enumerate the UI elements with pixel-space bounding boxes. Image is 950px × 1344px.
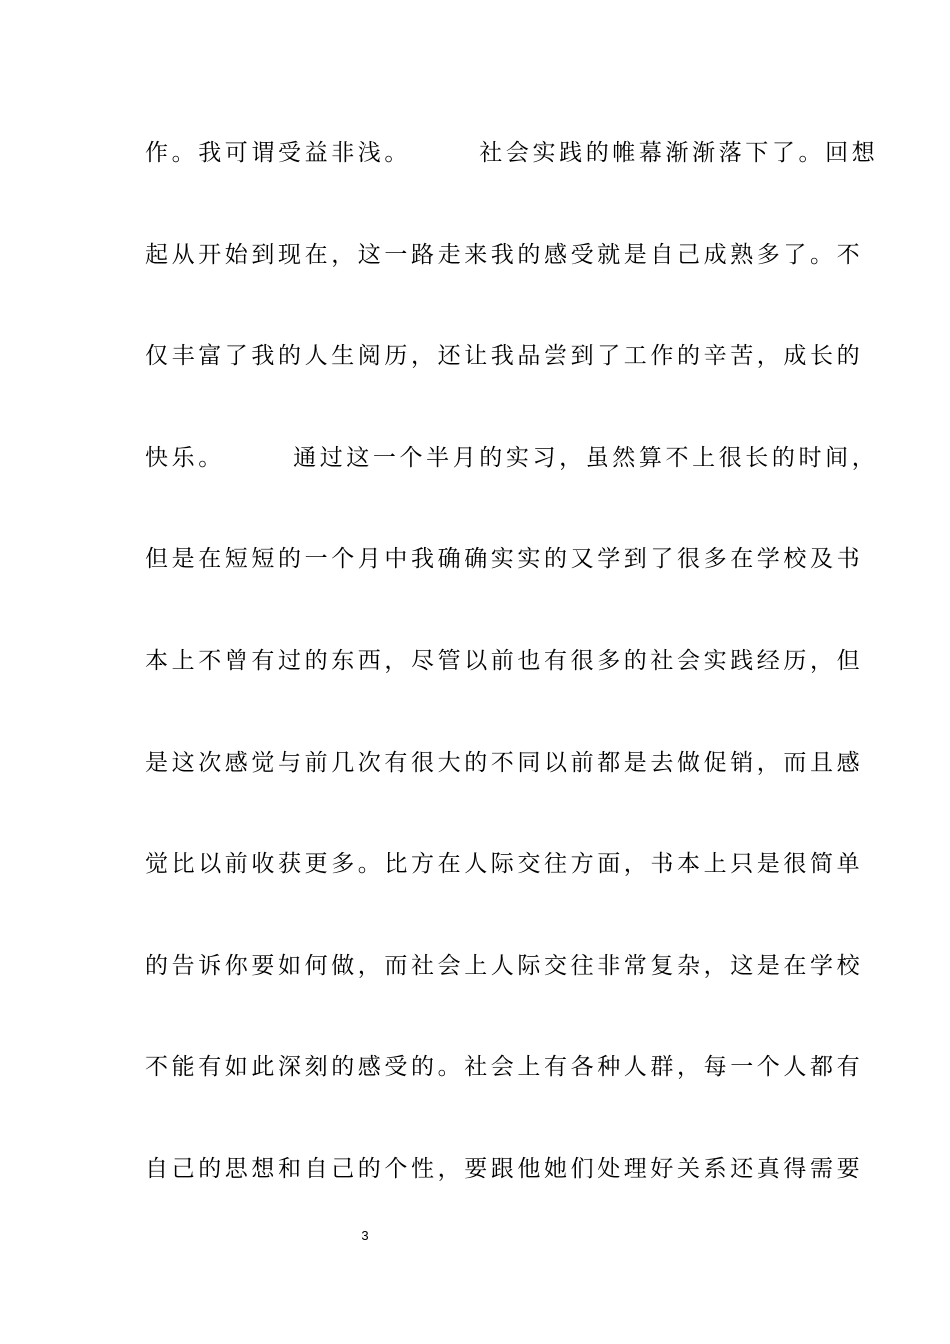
text-line: 是这次感觉与前几次有很大的不同以前都是去做促销，而且感 (145, 749, 864, 776)
text-line: 自己的思想和自己的个性，要跟他她们处理好关系还真得需要 (145, 1155, 864, 1182)
page-number: 3 (361, 1228, 369, 1243)
body-text (145, 126, 879, 1244)
text-line: 快乐。 通过这一个半月的实习，虽然算不上很长的时间， (145, 444, 879, 471)
text-line: 本上不曾有过的东西，尽管以前也有很多的社会实践经历，但 (145, 647, 864, 674)
text-line: 但是在短短的一个月中我确确实实的又学到了很多在学校及书 (145, 546, 864, 573)
text-line: 作。我可谓受益非浅。 社会实践的帷幕渐渐落下了。回想 (145, 140, 879, 166)
text-line: 的告诉你要如何做，而社会上人际交往非常复杂，这是在学校 (145, 952, 864, 979)
text-line: 不能有如此深刻的感受的。社会上有各种人群，每一个人都有 (145, 1054, 864, 1081)
text-line: 觉比以前收获更多。比方在人际交往方面，书本上只是很简单 (145, 851, 864, 878)
text-line: 起从开始到现在，这一路走来我的感受就是自己成熟多了。不 (145, 241, 864, 268)
text-line: 仅丰富了我的人生阅历，还让我品尝到了工作的辛苦，成长的 (145, 343, 864, 370)
